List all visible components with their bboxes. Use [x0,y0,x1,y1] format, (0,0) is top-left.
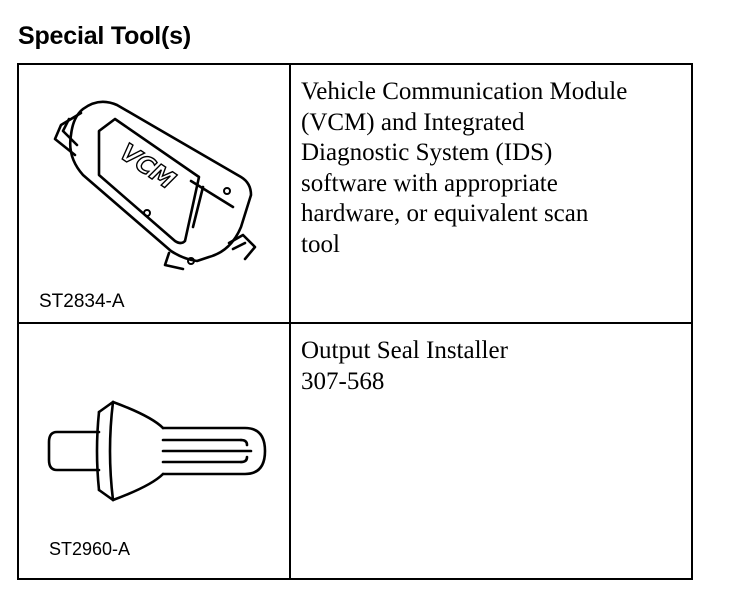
tool-description: Vehicle Communication Module (VCM) and Integrated Diagnostic System (IDS) software with appropriate hardware, or equivalent scan tool [301,78,628,258]
vcm-logo-text: VCM [114,137,181,195]
tool-description-cell [290,64,692,323]
table-row [18,323,692,579]
vcm-module-icon [19,65,289,324]
table-row [18,64,692,323]
section-heading: Special Tool(s) [18,22,191,50]
tool-description-cell [290,323,692,579]
tool-description: Output Seal Installer 307-568 [301,337,508,395]
special-tools-table [17,63,693,580]
figure-code: ST2834-A [39,291,125,312]
tool-illustration-cell [18,323,290,579]
figure-code: ST2960-A [49,539,131,559]
tool-illustration-cell [18,64,290,323]
